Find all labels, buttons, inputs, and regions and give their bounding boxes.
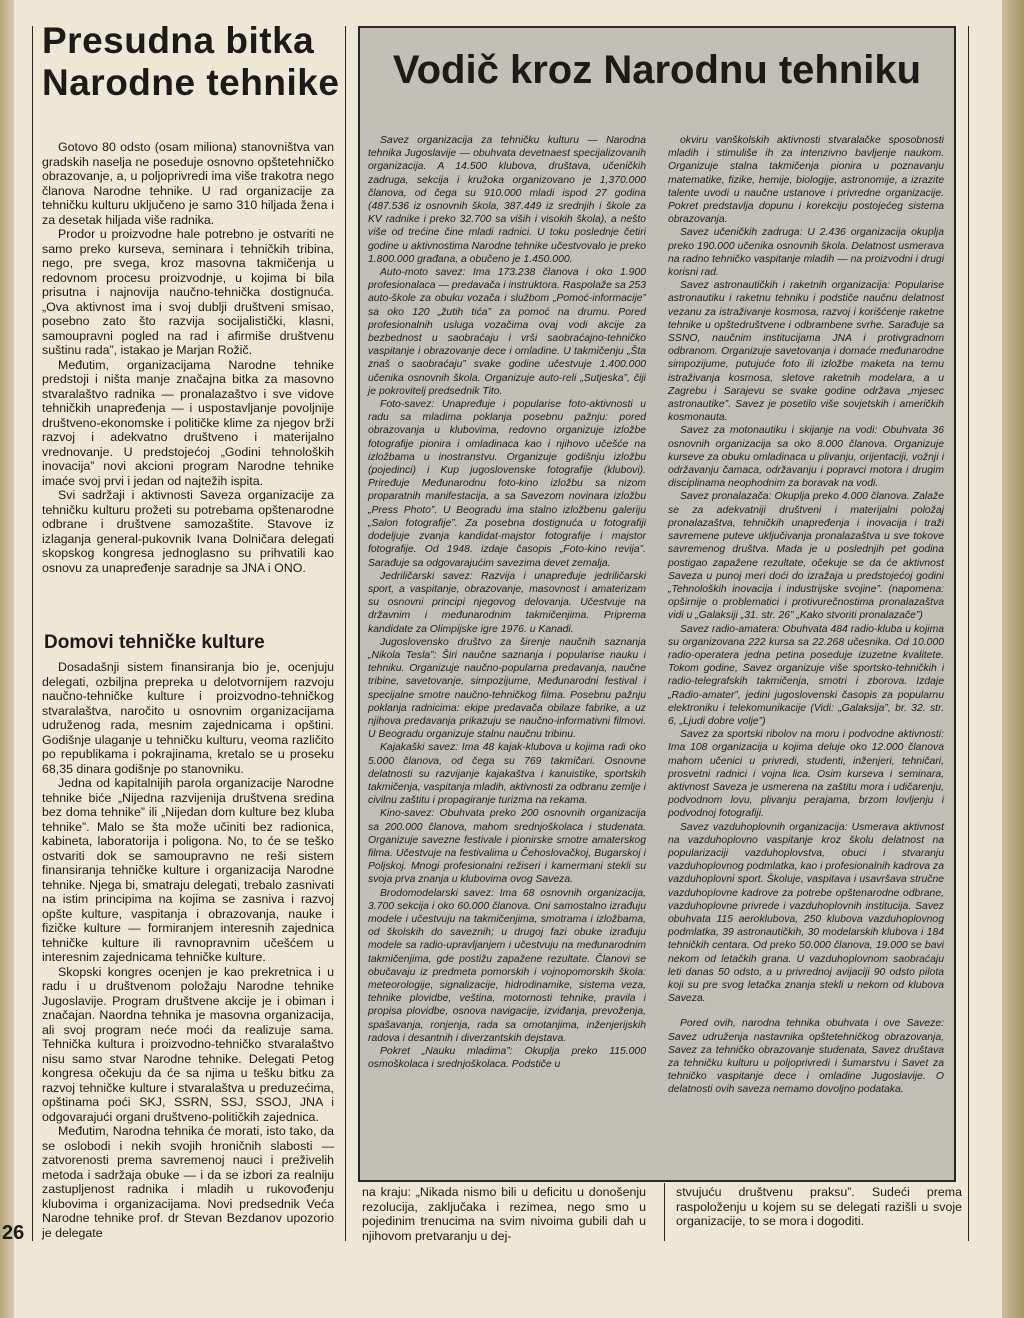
right-rule	[968, 26, 969, 1241]
paragraph: Svi sadržaji i aktivnosti Saveza organizacije za tehničku kulturu prožeti su potrebama opštenarodne odbrane i društvene samozaštite. Stavove iz izlaganja general-pukovnik Ivana Dolničara delegati skopskog kongresa jednoglasno su prihvatili kao osnovu za unapređenje saradnje sa JNA i ONO.	[42, 488, 334, 575]
paragraph: Prodor u proizvodne hale potrebno je ostvariti ne samo preko kurseva, seminara i tehničkih tribina, nego, pre svega, kroz masovna takmičenja u redovnom procesu proizvodnje, u kojima bi bila prisutna i najnovija naučno-tehnička dostignuća. „Ova aktivnost ima i svoj dublji društveni smisao, posebno zato što razvija socijalistički, klasni, samoupravni pogled na rad i afirmiše društvenu suštinu rada”, istakao je Marjan Rožič.	[42, 227, 334, 357]
paragraph: Međutim, organizacijama Narodne tehnike predstoji i ništa manje značajna bitka za masovno stvaralaštvo radnika — pronalazaštvo i sve vidove tehničkih unapređenja — i uspostavljanje povoljnije društveno-ekonomske i političke klime za njegov brži razvoj i adekvatno društveno i materijalno vrednovanje. U predstojećoj „Godini tehnoloških inovacija” novi akcioni program Narodne tehnike imaće svoj prvi i jedan od najtežih ispita.	[42, 357, 334, 488]
paragraph: Skopski kongres ocenjen je kao prekretnica i u radu i u društvenom položaju Narodne tehnike Jugoslavije. Program društvene akcije je i obiman i značajan. Naordna tehnika je masovna organizacija, ali svoj program neće moći da realizuje sama. Tehnička kultura i proizvodno-tehničko stvaralaštvo nisu samo stvar Narodne tehnike. Delegati Petog kongresa očekuju da će sa njima u tešku bitku za razvoj tehničke kulture i stvaralaštva u preduzećima, opštinama poći SKJ, SSRN, SSJ, SSOJ, JNA i odgovarajući organi društveno-političkih zajednica.	[42, 964, 334, 1124]
box-paragraph: Savez astronautičkih i raketnih organizacija: Popularise astronautiku i raketnu tehniku i podstiče naučnu delatnost vezanu za istraživanje kosmosa, razvoj i korišćenje raketne tehnike u opštedruštvene i odbrambene svrhe. Sarađuje sa SSNO, naučnim institucijama JNA i protivgradnom odbranom. Organizuje savetovanja i domaće međunarodne simpozijume, putujuće foto ili izložbe maketa na temu istraživanja kosmosa, sletove raketnih modelara, a u Zagrebu i Sarajevu se svake godine održava „mjesec astronautike”. Savez je posetilo više sovjetskih i američkih kosmonauta.	[668, 280, 944, 424]
box-paragraph: Jugoslovensko društvo za širenje naučnih saznanja „Nikola Tesla”: Širi naučne saznanja i popularise nauku i tehniku. Organizuje naučno-popularna predavanja, naučne tribine, savetovanje, simpozijume, Međunarodni festival i specijalne smotre naučno-tehničkog filma. Posebnu pažnju poklanja radnicima: ekipe predavača obilaze fabrike, a uz njihova predavanja prikazuju se naučno-informativni filmovi. U Beogradu organizuje stalnu naučnu tribinu.	[368, 636, 646, 741]
page-edge-right	[1002, 0, 1024, 1318]
footer-text-middle: na kraju: „Nikada nismo bili u deficitu u donošenju rezolucija, zaključaka i rezimea, nego smo u pojedinim trenucima na svim nivoima gubili dah u njihovom pretvaranju u dej-	[362, 1185, 646, 1243]
box-paragraph: Savez za motonautiku i skijanje na vodi: Obuhvata 36 osnovnih organizacija sa oko 8.000 članova. Organizuje kurseve za obuku omladinaca u plivanju, orijentaciji, vožnji i održavanju čamaca, održavanju i popravci motora i drugim disciplinama neophodnim za boravak na vodi.	[668, 425, 944, 490]
box-paragraph: Pokret „Nauku mladima”: Okuplja preko 115.000 osmoškolaca i srednjoškolaca. Podstiče u	[368, 1046, 646, 1071]
box-paragraph: Savez pronalazača: Okuplja preko 4.000 članova. Zalaže se za adekvatniji društveni i materijalni položaj pronalazaštva, tehničkih unapređenja i inovacija i traži savremene putеve uključivanja pronalazaštva u sve tokove savremenog društva. Mada je u poslednjih pet godina postigao zapažene rezultate, očekuje se da će aktivnost Saveza u punoj meri doći do izražaja u predstojećoj godini „Tehnoloških inovacija i industrijske svojine”. (napomena: opširnije o problematici i protivurečnostima pronalazaštva vidi u „Galaksiji „31. str. 26” „Kako stvoriti pronalazače”)	[668, 491, 944, 622]
box-paragraph: Brodomodelarski savez: Ima 68 osnovnih organizacija, 3.700 sekcija i oko 60.000 članova. Oni samostalno izrađuju modele i učestvuju na takmičenjima, smotrama i izložbama, od školskih do saveznih; u drugoj fazi obuke izrađuju modele sa radio-upravljanjem i učestvuju na međunarodnim takmičenjima, gde postižu zapažene rezultate. Članovi se obučavaju iz predmeta pomorskih i vojnopomorskih škola: meteorologije, signalizacije, hidrodinamike, sistema veza, tehnike plovidbe, veština, motornosti tehnike, pravila i propisa plovidbe, osnova navigacije, izviđanja, prevoženja, spašavanja, ronjenja, rada sa omotanjima, inženjerijskih radova i desantnih i diverzantskih dejstava.	[368, 887, 646, 1044]
footer-text-right: stvujuću društvenu praksu”. Sudeći prema raspoloženju u kojem su se delegati razišli u svoje organizacije, to se mora i dogoditi.	[676, 1185, 962, 1228]
paragraph: Gotovo 80 odsto (osam miliona) stanovništva van gradskih naselja ne poseduje osnovno opštetehničko obrazovanje, a, u poljoprivredi ima više trakotra nego članova Narodne tehnike. U rad organizacije za tehničku kulturu uključeno je samo 310 hiljada žena i za desetak hiljada više radnika.	[42, 140, 334, 227]
article-column-1-part-2	[42, 660, 334, 1240]
box-title: Vodič kroz Narodnu tehniku	[392, 48, 922, 92]
box-paragraph: Auto-moto savez: Ima 173.238 članova i oko 1.900 profesionalaca — predavača i instruktora. Raspolaže sa 253 auto-škole za obuku vozača i službom „Pomoć-informacije” sa oko 120 „žutih tića” za pomoć na drumu. Pored profesionalnih usluga vozačima ovaj vodi akcije za bezbednost u saobraćaju i vrši saobraćajno-tehničko vaspitanje i obrazovanje dece i omladine. U takmičenju „Šta znaš o saobraćaju” svake godine učestvuje 1.400.000 učenika osnovnih škola. Organizuje auto-reli „Sutjeska”, čiji je pokrovitelj predsednik Tito.	[368, 267, 646, 397]
box-paragraph: Kajakaški savez: Ima 48 kajak-klubova u kojima radi oko 5.000 članova, od čega su 769 takmičari. Osnovne delatnosti su razvijanje kajakaštva i kanuistike, sportskih takmičenja, vaspitanja mladih, aktivnosti za odbranu zemlje i civilnu zaštitu i propagiranje turizma na rekama.	[368, 742, 646, 807]
headline: Presudna bitka Narodne tehnike	[42, 20, 340, 103]
box-column-right	[668, 134, 944, 1097]
box-paragraph: Savez učeničkih zadruga: U 2.436 organizacija okupljа preko 190.000 učenika osnovnih škola. Delatnost usmerava na radno tehničko vaspitanje mladih — na proizvodni i drugi korisni rad.	[668, 227, 944, 279]
box-paragraph: okviru vanškolskih aktivnosti stvaralačke sposobnosti mladih i stimuliše ih za intenzivno bavljenje naukom. Organizuje stalna takmičenja pionira u poznavanju matematike, fizike, hemije, biologije, astronomije, a izrazite talente uvodi u naučne ustanove i privredne organizacije. Pokret predstavlja dopunu i korekciju postojećeg sistema obrazovanja.	[668, 135, 944, 226]
page-edge-left	[0, 0, 14, 1318]
box-paragraph: Kino-savez: Obuhvata preko 200 osnovnih organizacija sa 200.000 članova, mahom srednjoškolaca i studenata. Organizuje savezne festivale i pionirske smotre amaterskog filma. Učestvuje na festivalima u Čehoslovačkoj, Bugarskoj i Poljskoj. Mnogi profesionalni režiseri i kamermani stekli su svoja prva znanja u klubovima ovog Saveza.	[368, 808, 646, 886]
paragraph: Jedna od kapitalnijih parola organizacije Narodne tehnike biće „Nijedna razvijenija društvena sredina bez doma tehnike” ili „Nijedan dom kulture bez kluba tehnike”. Malo se šta može učiniti bez radionica, kabineta, laboratorija i poligona. No, to će se teško ostvariti dok se samoupravno ne reši sistem finansiranja tehničke kulture i organizacija Narodne tehnike. Njega bi, smatraju delegati, trebalo zasnivati na istim principima na kojima se zasniva i razvoj opšte kulture, vaspitanja i obrazovanja, nauke i fizičke kulture — formiranjem interesnih zajednica tehničke kulture ili ravnopravnim učešćem u interesnim zajednicama tehničke kulture.	[42, 776, 334, 964]
article-column-1	[42, 140, 334, 575]
box-paragraph: Savez za sportski ribolov na moru i podvodne aktivnosti: Ima 108 organizacija u kojima deluje oko 12.000 članova mahom učenici u privredi, studenti, inženjeri, tehničari, prosvetni radnici i vojna lica. Osim kurseva i seminara, aktivnost Saveza je usmerena na zaštitu mora i udičarenju, podvodnom lovu, plivanju perajama, brzom lovljenju i podvodnoj fotografiji.	[668, 729, 944, 820]
box-paragraph: Jedriličarski savez: Razvija i unapređuje jedriličarski sport, a vaspitanje, obrazovanje, masovnost i amaterizam su osnovni principi njegovog delovanja. Učestvuje na državnim i međunarodnim takmičenjima. Pripremа kandidate za Olimpijske igre 1976. u Kanadi.	[368, 570, 646, 635]
paragraph: Međutim, Narodna tehnika će morati, isto tako, da se oslobodi i nekih svojih hroničnih slabosti — zatvorenosti prema savremenoj nauci i preživelih metoda i sadržaja obuke — i da se izbori za realniju zastupljenost radnika i mladih u rukovođenju klubovima i organizacijama. Novi predsednik Veća Narodne tehnike prof. dr Stevan Bezdanov upozorio je delegate	[42, 1124, 334, 1240]
page-number: 26	[2, 1222, 25, 1244]
box-paragraph: Savez radio-amatera: Obuhvata 484 radio-kluba u kojima su organizovana 222 kursa sa 22.268 učesnika. Od 10.000 radio-operatera jedna petina poseduje izuzetne kvalitete. Tokom godine, Savez organizuje više sportsko-tehničkih i radio-telegrafskih takmičenja, smotri i zborova. Izdaje „Radio-amater”, jedini jugoslovenski časopis za popularnu elektroniku i telekomunikacije (Vidi: „Galaksija”, br. 32. str. 6, „Ljudi dobre volje”)	[668, 623, 944, 727]
subheading: Domovi tehničke kulture	[44, 632, 265, 653]
box-paragraph: Savez vazduhoplovnih organizacija: Usmerava aktivnost na vazduhoplovno vaspitanje kroz školu delatnost na popularizaciji vazduhoplovstva, obuci i stvaranju vazduhoplovnog podmlatka, kao i profesionalnih kadrova za vazduhoplovni sport. Školuje, vaspitava i usavršava stručne vazduhoplovne kadrove za potrebe opštenarodne odbrane, vazduhoplovne privrede i vazduhoplovnih institucija. Savez obuhvata 115 aeroklubova, 250 klubova vazduhoplovnog podmlatka, 39 astronautičkih, 30 modelarskih klubova i 184 tehničkih centara. Od preko 50.000 članova, 19.000 se bavi nekom od letačkih grana. U vazduhoplovnom saobraćaju leti danas 50 odsto, a u privrednoj avijaciji 90 odsto pilota koji su pre svog letačka znanja stekli u nekom od klubova Saveza.	[668, 821, 944, 1005]
footer-rule	[664, 1183, 665, 1241]
box-paragraph: Savez organizacija za tehničku kulturu — Narodna tehnika Jugoslavije — obuhvata devetnaest specijalizovanih organizacija. A 14.500 klubova, društava, učeničkih zadruga, sekcija i kružoka organizovano je 1,370.000 članova, od čega su 910.000 mladi ispod 27 godina (487.536 iz osnovnih škola, 387.449 iz srednjih i škole za KV radnike i preko 32.700 sa viših i visokih škola), a nešto više od trećine čine mladi radnici. U toku poslednje četiri godine u aktivnostima Narodne tehnike učestvovalo je preko 1.800.000 građana, a obučeno je 1.450.000.	[368, 135, 646, 265]
left-rule	[32, 26, 33, 1241]
column-rule	[345, 26, 346, 1241]
box-column-left	[368, 134, 646, 1071]
box-paragraph: Foto-savez: Unapređuje i popularise foto-aktivnosti u radu sa mladima poklanja posebnu pažnju: pored obrazovanja u klubovima, redovno organizuje izložbe fotografije pionira i omladinaca kao i njihovo učešće na izložbama u inostranstvu. Organizuje godišnju izložbu (pojedinci) i Kup jugoslovenske fotografije (klubovi). Priređuje Međunarodnu foto-kino izložbu sa nizom proparatnih manifestacija, a sa Savezom novinara izložbu „Press Photo”. U Beogradu ima stalno izložbenu galeriju „Salon fotografije”. Za posebna dostignuća u fotografiji dodeljuje zvanja kandidat-majstor fotografije i majstor fotografije. Od 1948. izdaje časopis „Foto-kino revija”. Sarađuje sa odgovarajućim savezima devet zemalja.	[368, 399, 646, 569]
box-paragraph: Pored ovih, narodna tehnika obuhvata i ove Saveze: Savez udruženja nastavnika opštetehničkog obrazovanja, Savez za tehničko obrazovanje studenata, Savez društava za tehničku kulturu u poljoprivredi i šumarstvu i Savet za tehničko vaspitanje dece i omladine Jugoslavije. O delatnosti ovih saveza nemamo dovoljno podataka.	[668, 1018, 944, 1096]
paragraph: Dosadašnji sistem finansiranja bio je, ocenjuju delegati, ozbiljna prepreka u delotvornijem razvoju naučno-tehničke kulture i proizvodno-tehničkog stvaralaštva, naročito u osnovnim organizacijama udruženog rada, mesnim zajednicama i opštini. Godišnje ulaganje u tehničku kulturu, veoma različito po republikama i pokrajinama, kretalo se u proseku 68,35 dinara godišnje po stanovniku.	[42, 660, 334, 776]
